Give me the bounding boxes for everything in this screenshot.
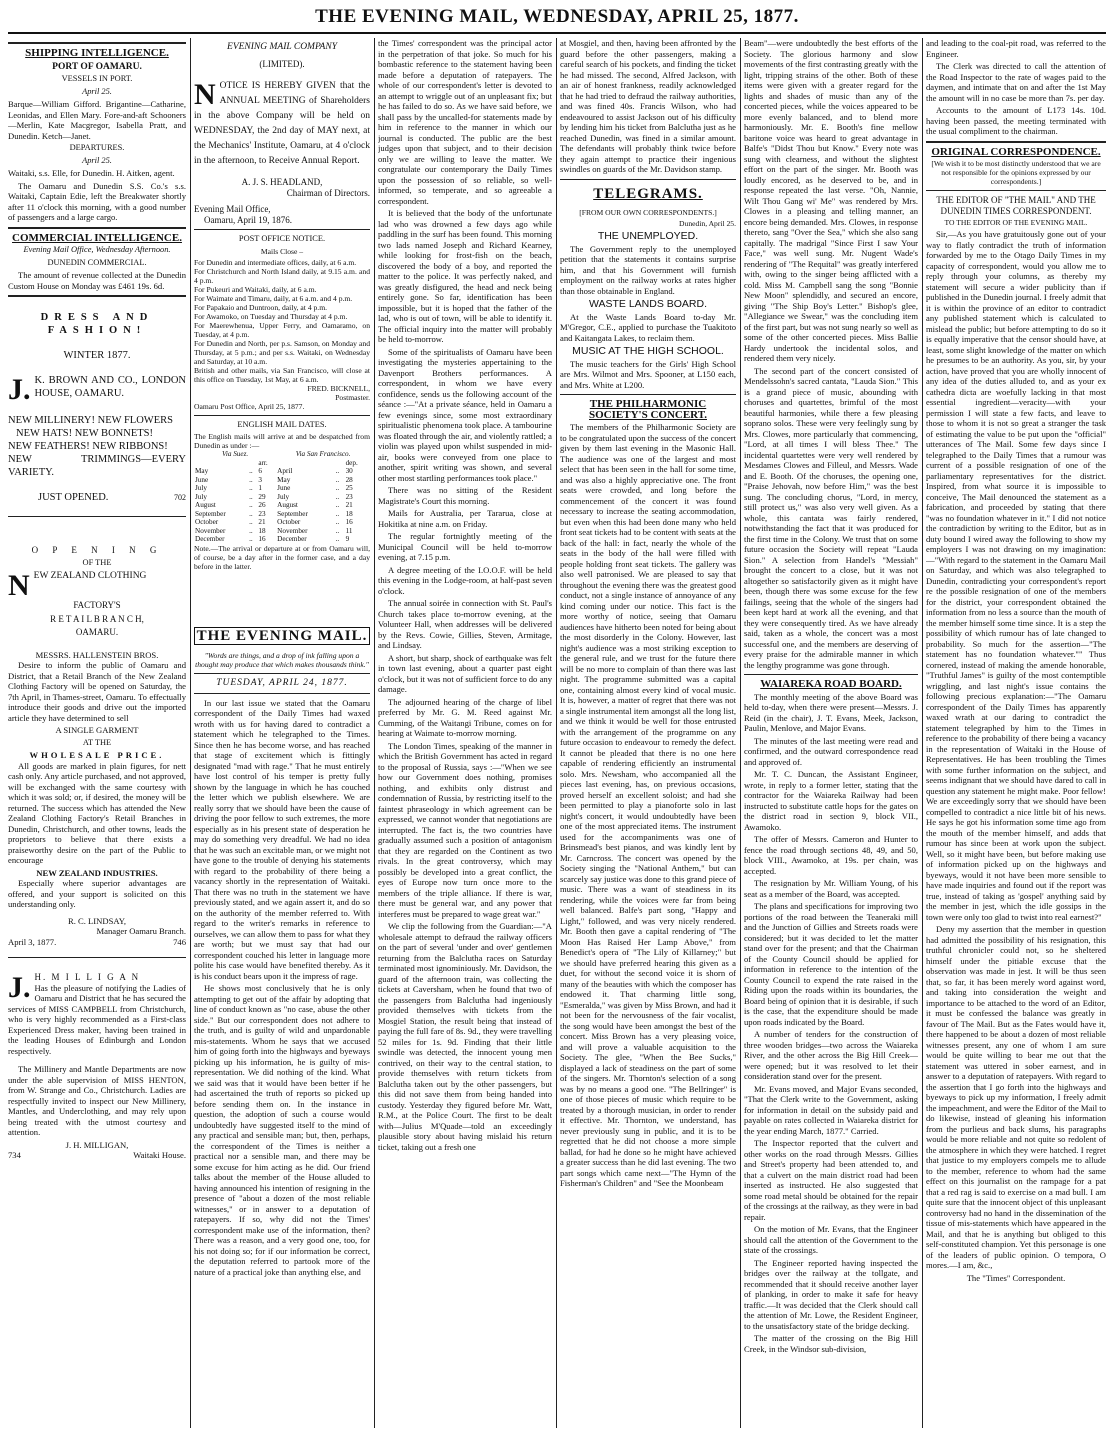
music-heading: MUSIC AT THE HIGH SCHOOL. xyxy=(572,345,724,357)
waste-lands-heading: WASTE LANDS BOARD. xyxy=(588,298,708,310)
masthead-rule xyxy=(8,32,1106,34)
table-cell: .. xyxy=(335,535,340,543)
waiareka-heading: WAIAREKA ROAD BOARD. xyxy=(760,678,902,690)
english-mail-heading: ENGLISH MAIL DATES. xyxy=(237,419,327,429)
column-3 xyxy=(378,38,552,1428)
news-para: the Times' correspondent was the principal actor in the perpetration of that joke. So much for his bombastic reference to the statement having been made before a deputation of ratepayers. The whole of our correspondent's letter is devoted to an attempt to wriggle out of an unpleasant fix; but he has failed to do so. As we have said before, we shall pass by the uncalled-for statements made by him in reference to the manner in which our journal is conducted. The public are the best judges upon that subject, and to their decision only we are willing to leave the matter. We congratulate our contemporary the Daily Times upon the possession of so reliable, so well-informed, so temperate, and so agreeable a correspondent. xyxy=(378,38,552,206)
table-cell: .. xyxy=(249,501,253,509)
table-cell: 18 xyxy=(345,509,353,518)
lindsay-name: R. C. LINDSAY, xyxy=(67,915,127,926)
table-cell: October xyxy=(195,518,219,526)
table-cell: June xyxy=(195,475,209,484)
dress-heading: DRESS AND FASHION! xyxy=(40,312,154,336)
table-cell: 25 xyxy=(345,484,353,492)
company-heading: EVENING MAIL COMPANY xyxy=(227,42,337,52)
table-cell: 11 xyxy=(345,526,353,535)
news-para: at Mosgiel, and then, having been affronted by the guard before the other passengers, making a careful search of his pockets, and finding the ticket he had missed. The second, Alfred Jackson, with an air of honest frankness, readily acknowledged that he had tried to defraud the railway authorities, and was fined 40s. Francis Wilson, who had endeavoured to assist Jackson out of his difficulty by lending him his ticket from Balclutha just as he reached Dunedin, was fined in a similar amount. The defendants will probably think twice before they again attempt to practice their ingenious swindles on guards of the Mr. Davidson stamp. xyxy=(560,38,736,174)
shipping-news: The Oamaru and Dunedin S.S. Co.'s s.s. Waitaki, Captain Edie, left the Breakwater shortly after 11 o'clock this morning, with a good number of passengers and a large cargo. xyxy=(8,180,186,222)
table-cell: .. xyxy=(335,518,340,526)
millinery-line: NEW MILLINERY! NEW FLOWERS xyxy=(8,415,173,426)
concert-para: Beam"—were undoubtedly the best efforts of the Society. The glorious harmony and slow movements of the first contrasting greatly with the light, tripping strains of the other. Both of these items were given with a greater regard for the lights and shades of music than any of the concerted pieces, while the voices appeared to be more evenly balanced, and to blend more harmoniously. Mr. E. Booth's fine mellow baritone voice was heard to great advantage in Balfe's "Didst Thou but Know." Every note was sung with clearness, and without the slightest effort on the part of the singer. Mr. Booth was loudly encored, as he deserved to be, and in response repeated the last verse. "Oh, Nannie, Wilt Thou Gang wi' Me" was rendered by Mrs. Clowes in a pleasing and telling manner, an encore being demanded. Mrs. Clowes, in response thereto, sang "Over the Sea," which she also sang capitally. The madrigal "Since First I saw Your Face," was well sung. Mr. Nugent Wade's rendering of "The Requital" was greatly interfered with, owing to the singer being afflicted with a cold. Miss M. Campbell sang the song "Bonnie New Moon" splendidly, and secured an encore, giving "The Ship Boy's Letter." Bishop's glee, "Allegiance we Swear," was the concluding item of the first part, but was not sung nearly so well as some of the other concerted pieces. Miss Ballie Hardy undertook the incidental solos, and rendered them very nicely. xyxy=(744,38,918,363)
table-cell: October xyxy=(277,518,301,526)
concert-para: The second part of the concert consisted of Mendelssohn's sacred cantata, "Lauda Sion." This is a grand piece of music, abounding with choruses and quartettes, brimful of the most beautiful harmonies, while there a few pleasing soprano solos. These were very feelingly sung by Mrs. Clowes, more particularly that commencing, "Lord, at all times I will bless Thee." The incidental quartettes were very well rendered by Mesdames Clowes and Filleul, and Messrs. Wade and E. Booth. Of the choruses, the opening one, "Praise Jehovah, now before Him," was the best sung. The concluding chorus, "Lord, in mercy, still protect us," was also very well given. As a whole, this cantata was fairly rendered, notwithstanding the fact that it was produced for the first time in the Colony. We trust that on some future occasion the Society will repeat "Lauda Sion." A selection from Handel's "Messiah" brought the concert to a close, but it was not altogether so satisfactorily given as it might have been, though there was some excuse for the few failings, seeing that the whole of the singers had been kept hard at work all the evening, and that they were consequently tired. As we have already said, taken as a whole, the concert was a most successful one, and the members are deserving of every praise for the admirable manner in which the lengthy programme was gone through. xyxy=(744,365,918,670)
news-para: The London Times, speaking of the manner in which the British Government has acted in regard to the proposal of Russia, says :—"When we see how our Government does nothing, promises nothing, and exhibits only distrust and condemnation of Russia, by restricting itself to the faintest phraseology in which agreement can be expressed, we cannot wonder that negotiations are interrupted. The fact is, the two countries have gradually assumed such a position of antagonism that they are regarded on the Continent as two rivals. In the great controversy, which may possibly be developed into a great conflict, the eyes of Europe now turn once more to the members of the triple alliance. If there is war, there must be general war, and any power that interferes must be prepared to wage great war." xyxy=(378,740,552,919)
table-cell: April xyxy=(277,467,293,475)
table-cell: 28 xyxy=(345,475,353,484)
table-cell: July xyxy=(195,492,207,501)
news-para: The adjourned hearing of the charge of libel preferred by Mr. G. M. Reed against Mr. Cumming, of the Waitangi Tribune, comes on for hearing at Waimate to-morrow morning. xyxy=(378,696,552,738)
brown-ad xyxy=(8,374,186,404)
shipping-heading: SHIPPING INTELLIGENCE. xyxy=(25,47,169,59)
column-5: Beam"—were undoubtedly the best efforts of the Society. The glorious harmony and slow movements of the first contrasting greatly with the light, tripping strains of the other. Both of these items were given with a greater regard for the lights and shades of music than any of the concerted pieces, while the voices appeared to be more evenly balanced, and to blend more harmoniously. Mr. E. Booth's fine mellow baritone voice was heard to great advantage in Balfe's "Didst Thou but Know." Every note was sung with clearness, and without the slightest effort on the part of the singer. Mr. Booth was loudly encored, as he deserved to be, and in response repeated the last verse. "Oh, Nannie, Wilt Thou Gang wi' Me" was rendered by Mrs. Clowes in a pleasing and telling manner, an encore being demanded. Mrs. Clowes, in response thereto, sang "Over the Sea," which she also sang capitally. The madrigal "Since First I saw Your Face," was well sung. Mr. Nugent Wade's rendering of "The Requital" was greatly interfered with, owing to the singer being afflicted with a cold. Miss M. Campbell sang the song "Bonnie New Moon" splendidly, and secured an encore, giving "The Ship Boy's Letter." Bishop's glee, "Allegiance we Swear," was the concluding item of the first part, but was not sung nearly so well as some of the other concerted pieces. Miss Ballie Hardy undertook the incidental solos, and rendered them very nicely. The second part of the concert consisted of Mendelssohn's sacred cantata, "Lauda Sion." This is a grand piece of music, abounding with choruses and quartettes, brimful of the most beautiful harmonies, while there a few pleasing soprano solos. These were very feelingly sung by Mrs. Clowes, more particularly that commencing, "Lord, at all times I will bless Thee." The incidental quartettes were very well rendered by Mesdames Clowes and Filleul, and Messrs. Wade and E. Booth. Of the choruses, the opening one, "Praise Jehovah, now before Him," was the best sung. The concluding chorus, "Lord, in mercy, still protect us," was also very well given. As a whole, this cantata was fairly rendered, notwithstanding the fact that it was produced for the first time in the Colony. We trust that on some future occasion the Society will repeat "Lauda Sion." A selection from Handel's "Messiah" brought the concert to a close, but it was not altogether so satisfactorily given as it might have been, though there was some excuse for the few failings, seeing that the whole of the singers had been kept hard at work all the evening, and that they were consequently tired. As we have already said, taken as a whole, the concert was a most successful one, and the members are deserving of every praise for the admirable manner in which the lengthy programme was gone through. WAIAREKA ROAD BOARD. The monthly meeting of the above Board was held to-day, when there were present—Messrs. J. Reid (in the chair), J. T. Evans, Meek, Jackson, Paulin, Menlove, and Major Evans. The minutes of the last meeting were read and confirmed, and the outward correspondence read and approved of. Mr. T. C. Duncan, the Assistant Engineer, wrote, in reply to a former letter, stating that the contractor for the Waiareka Railway had been instructed to substitute cattle hops for the gates on the district road in section 9, block VII., Awamoko. The offer of Messrs. Cameron and Hunter to fence the road through sections 48, 49, and 50, block VIII., Awamoko, at 19s. per chain, was accepted. The resignation by Mr. William Young, of his seat as a member of the Board, was accepted. The plans and specifications for improving two portions of the road between the Teaneraki mill and the Junction of Gillies and Streets roads were considered; but it was decided to let the matter stand over for the present; and that the Chairman of the County Council should be applied for information in reference to the intention of the County Council to expend the rate raised in the Riding upon the roads within its boundaries, the Board being of opinion that it is desirable, if such is the case, that the expenditure should be made upon roads indicated by the Board. A number of tenders for the construction of three wooden bridges—two across the Waiareka River, and the other across the Big Hill Creek—were opened; but it was resolved to let their consideration stand over for the present. Mr. Evans moved, and Major Evans seconded, "That the Clerk write to the Government, asking for information in detail on the subsidy paid and payable on rates collected in Waiareka district for the year ending March, 1877." Carried. The Inspector reported that the culvert and other works on the road through Messrs. Gillies and Street's property had been attended to, and that a culvert on the main district road had been inserted as instructed. He also suggested that some road metal should be obtained for the repair of the crossings at the railway, as they were in bad repair. On the motion of Mr. Evans, that the Engineer should call the attention of the Government to the state of the crossings. The Engineer reported having inspected the bridges over the railway at the tollgate, and recommended that it should receive another layer of planking, in order to make it safe for heavy traffic.—It was decided that the Clerk should call the attention of Mr. Lowe, the Resident Engineer, to the unsatisfactory state of the bridge decking. The matter of the crossing on the Big Hill Creek, in the Windsor sub-division, xyxy=(744,38,918,1354)
millinery-line: NEW TRIMMINGS—EVERY VARIETY. xyxy=(8,454,186,478)
table-cell: 21 xyxy=(258,518,266,526)
news-para: Mails for Australia, per Tararua, close at Hokitika at nine a.m. on Friday. xyxy=(378,508,552,529)
milligan-text-2: The Millinery and Mantle Departments are now under the able supervision of MISS HENTON, from W. Strange and Co., Christchurch. Ladies are respectfully invited to inspect our New Millinery, Mantles, and Underclothing, and may rely upon being treated with the utmost courtesy and attention. xyxy=(8,1064,186,1137)
philharmonic-para: The members of the Philharmonic Society are to be congratulated upon the success of the concert given by them last evening in the Masonic Hall. The audience was one of the largest and most select that has been seen in the hall for some time, and was also a highly appreciative one. The front seats were crowded, and long before the commencement of the concert it was found necessary to increase the seating accommodation, but even when this had been done many who held front seat tickets had to be content with seats at the back of the hall: in fact, nearly the whole of the seats in the body of the hall were filled with people holding front seat tickets. The gallery was also well patronised. We are pleased to say that throughout the evening there was the greatest good conduct, not a single instance of annoyance of any kind coming under our notice. This fact is the more worthy of notice, seeing that Oamaru audiences have hitherto been noted for being about the most disorderly in the Colony. However, last night's audience was a most striking exception to the general rule, and we trust for the future there will be no more to complain of than there was last night. The programme submitted was a capital one, containing almost every kind of vocal music. It is, however, a matter of regret that there was not a single instrumental item amongst all the long list, and we think it would be well for those entrusted with the arrangement of the programme on any future occasion to endeavour to remedy the defect. It cannot be pleaded that there is no one here capable of rendering efficiently an instrumental solo. Mrs. Newsham, who accompanied all the pieces last evening, has, on previous occasions, proved herself an excellent soloist; and had she been permitted to play a pianoforte solo in last night's concert, it would undoubtedly have been one of the most appreciated items. The instrument used for the accompaniments was one of Brinsmead's best pianos, and was kindly lent by Mr. Carncross. The concert was opened by the Society singing the "National Anthem," but can scarcely say justice was done to this grand piece of music. There was a want of steadiness in its rendering, while the voices were far from being well balanced. Balfe's part song, "Happy and Light," followed, and was very nicely rendered. Mr. Booth then gave a capital rendering of "The Moon Has Raised Her Lamp Above," from Benedict's opera of "The Lily of Killarney;" but we should have preferred hearing this given as a duet, for without the second voice it is shorn of many of the beauties with which the composer has endowed it. That charming little song, "Esmeralda," was given by Miss Brown, and had it not been for the nervousness of the fair vocalist, the song would have been amongst the best of the concert. Miss Brown has a very pleasing voice, and will prove a valuable acquisition to the Society. The glee, "When the Bee Sucks," displayed a lack of steadiness on the part of some of the singers. Mr. Thornton's selection of a song was by no means a good one. "The Bellringer" is one of those pieces of music which require to be treated by a thorough musician, in order to render it effective. Mr. Thornton, we understand, has never previously sung in public, and it is to be regretted that he did not choose a more simple ballad, for had he done so he might have achieved a greater success than he did last evening. The two part songs which came next—"The Hymn of the Fisherman's Children" and "See the Moonbeam xyxy=(560,422,736,1188)
table-cell: May xyxy=(195,467,209,475)
table-cell: 3 xyxy=(258,475,262,484)
departures-heading: DEPARTURES. xyxy=(69,143,125,152)
column-6: and leading to the coal-pit road, was referred to the Engineer. The Clerk was directed to call the attention of the Road Inspector to the rate of wages paid to the daymen, and intimate that on and after the 1st May the amount will in no case be more than 7s. per day. Accounts to the amount of L173 14s. 10d. having been passed, the meeting terminated with the usual compliment to the chairman. ORIGINAL CORRESPONDENCE. [We wish it to be most distinctly understood that we are not responsible for the opinions expressed by our correspondents.] THE EDITOR OF "THE MAIL" AND THE DUNEDIN TIMES CORRESPONDENT. TO THE EDITOR OF THE EVENING MAIL. Sir,—As you have gratuitously gone out of your way to flatly contradict the truth of information forwarded by me to the Otago Daily Times in my capacity of correspondent, would you allow me to reply through your columns, as thereby my statement will secure a wider publicity than if published in the Dunedin journal. I freely admit that it is within the province of an editor to contradict any published statement which is calculated to mislead the public; but before attempting to do so it is equally imperative that the censor should have, at least, some slight knowledge of the matter on which he presumes to be an authority. As you, sir, by your action, have proved that you are wholly innocent of any idea of the duties alluded to, and as your ex cathedra dicta are woefully lacking in that most essential ingredient—veracity—with your permission I will state a few facts, and leave to those to whom it is not so great a stranger the task of estimating the value to be put upon the "official" utterances of The Mail. Some few days since I telegraphed to the Daily Times that a rumour was current of a possible resignation of one of the parliamentary representatives for the district. Inspired, from what source it is impossible to conceive, The Mail denounced the statement as a fabrication, and proceeded by stating that there "was no foundation whatever in it." I did not notice the contradiction by writing to the Editor, but as in duty bound I wired away the following to show my employers I was not drawing on my imagination:—"With regard to the statement in the Oamaru Mail on Saturday, and which was also telegraphed to Dunedin, contradicting your correspondent's report re the possible resignation of one of the members for the district, your correspondent obtained the information from no less a source than the mouth of the member himself some time since. It is a step the possibility of which rumour has of late changed to probability. So much for the assertion—"The statement has no foundation whatever."" Thus cornered, instead of making the amende honorable, "Truthful James" is guilty of the most contemptible wriggling, and last night's issue contains the following precious explanation:—"The Oamaru correspondent of the Daily Times has apparently waxed wrath at our daring to contradict the statement telegraphed by him to the Times in reference to the probability of there being a vacancy in the representation of Waitaki in the House of Representatives. He has been troubling the Times with some further information on the subject, and seems indignant that we should have dared to call in question any statement he might make. Poor fellow! We are exceedingly sorry that we should have been compelled to contradict a nice little bit of his news. He says he got his information some time ago from the mouth of the member himself, and adds that rumour has since been at work upon the subject. Well, so it might have been, but before making use of information picked up on the highways and byeways, would it not have been more sensible to have made inquiries and found out if the report was true, instead of taking as 'gospel' anything said by the member in jest, which the idle gossips in the town were only too glad to twist into real earnest?" Deny my assertion that the member in question had admitted the possibility of his resignation, this truthful chronicler could not, so he sheltered himself under the pitiable excuse that the observation was made in jest. It will be thus seen that, so far, it has been merely word against word, and taking into consideration the weight and importance to be attached to the word of an Editor, it must be confessed the balance was greatly in favour of The Mail. But as the Fates would have it, there happened to be about a dozen of most reliable witnesses present, any one of whom I am sure would be quite willing to bear me out that the statement was uttered in sober earnest, and in answer to a deputation of ratepayers. With regard to the assertion that I go forth into the highways and byeways to pick up my information, I freely admit the impeachment, and were the Editor of the Mail to do likewise, instead of gleaning his information from the purlieus and back slums, his paragraphs would be more reliable and not quite so redolent of the atmosphere in which they were hatched. I regret that justice to my employers compels me to allude to the member, reference to whom had the same effect on this journalist on the rampage for a pat that a red rag is said to exercise on a mad bull. I am quite sure that the innocent object of this unpleasant controversy had no hand in the dissemination of the tissue of mis-statements which have appeared in the Mail, and that he is anything but obliged to this self-constituted champion. Yet this personage is one of the leaders of public opinion. O tempora, O mores.—I am, &c., The "Times" Correspondent. xyxy=(926,38,1106,1283)
news-para: It is believed that the body of the unfortunate lad who was drowned a few days ago while paddling in the surf has been found. This morning two lads named Joseph and Richard Kearney, while looking for frost-fish on the beach, discovered the body of a boy, and reported the matter to the police. It was perfectly naked, and was greatly disfigured, the head and neck being entirely gone. So far, identification has been impossible, but it is hoped that the father of the lad, who is out of town, will be able to identify it. The official inquiry into the matter will probably be held to-morrow. xyxy=(378,208,552,344)
news-para: The annual soirée in connection with St. Paul's Church takes place to-morrow evening, at the Volunteer Hall, when addresses will be delivered by the Revs. Cowie, Gillies, Steven, Armitage, and Lindsay. xyxy=(378,598,552,650)
date-line: April 25. xyxy=(82,155,112,165)
news-para: Some of the spiritualists of Oamaru have been investigating the mysteries appertaining to the Davenport Brothers performances. A correspondent, in whom we have every confidence, sends us the following account of the séance :—"At a private séance, held in Oamaru a few evenings since, some most extraordinary spiritualistic phenomena took place. A tambourine was floated through the air, and violently rattled; a violin was played upon whilst suspended in mid-air, books were conveyed from one place to another, spirit writing was shown, and several other most startling performances took place." xyxy=(378,346,552,483)
column-divider xyxy=(374,38,375,1428)
table-cell: November xyxy=(195,526,226,535)
table-cell: November xyxy=(277,526,308,535)
dropcap-j: J. xyxy=(8,374,31,404)
column-divider xyxy=(190,38,191,1428)
post-office-heading: POST OFFICE NOTICE. xyxy=(238,234,326,243)
milligan-ad: J. H. M I L L I G A N Has the pleasure of notifying the Ladies of Oamaru and District that he has secured the services of MISS CAMPBELL from Christchurch, who is very highly recommended as a First-class Experienced Dress maker, having been trained in the leading Houses of Edinburgh and London respectively. xyxy=(8,972,186,1056)
table-cell: .. xyxy=(335,492,340,501)
evening-mail-title: THE EVENING MAIL. xyxy=(194,627,370,646)
table-header: Via Suez. Via San Francisco. xyxy=(221,450,351,458)
table-cell: .. xyxy=(249,467,253,475)
brown-name: K. BROWN AND CO., LONDON HOUSE, OAMARU. xyxy=(34,375,186,399)
nz-clothing-heading: N EW ZEALAND CLOTHING xyxy=(8,570,147,600)
letter-para: Deny my assertion that the member in question had admitted the possibility of his resignation, this truthful chronicler could not, so he sheltered himself under the pitiable excuse that the observation was made in jest. It will be thus seen that, so far, it has been merely word against word, and taking into consideration the weight and importance to be attached to the word of an Editor, it must be confessed the balance was greatly in favour of The Mail. But as the Fates would have it, there happened to be about a dozen of most reliable witnesses present, any one of whom I am sure would be quite willing to bear me out that the statement was uttered in sober earnest, and in answer to a deputation of ratepayers. With regard to the assertion that I go forth into the highways and byeways to pick up my information, I freely admit the impeachment, and were the Editor of the Mail to do likewise, instead of gleaning his information from the purlieus and back slums, his paragraphs would be more reliable and not quite so redolent of the atmosphere in which they were hatched. I regret that justice to my employers compels me to allude to the member, reference to whom had the same effect on this journalist on the rampage for a pat that a red rag is said to exercise on a mad bull. I am quite sure that the innocent object of this unpleasant controversy had no hand in the dissemination of the tissue of mis-statements which have appeared in the Mail, and that he is anything but obliged to this self-constituted champion. Yet this personage is one of the leaders of public opinion. O tempora, O mores.—I am, &c., xyxy=(926,924,1106,1270)
table-cell: 29 xyxy=(258,492,266,501)
millinery-line: NEW FEATHERS! NEW RIBBONS! xyxy=(8,441,168,452)
letter-para: Sir,—As you have gratuitously gone out of your way to flatly contradict the truth of information forwarded by me to the Otago Daily Times in my capacity of correspondent, would you allow me to reply through your columns, as thereby my statement will secure a wider publicity than if published in the Dunedin journal. I freely admit that it is within the province of an editor to contradict any published statement which is calculated to mislead the public; but before attempting to do so it is equally imperative that the censor should have, at least, some slight knowledge of the matter on which he presumes to be an authority. As you, sir, by your action, have proved that you are wholly innocent of any idea of the duties alluded to, and as your ex cathedra dicta are woefully lacking in that most essential ingredient—veracity—with your permission I will state a few facts, and leave to those to whom it is not so great a stranger the task of estimating the value to be put upon the "official" utterances of The Mail. Some few days since I telegraphed to the Daily Times that a rumour was current of a possible resignation of one of the parliamentary representatives for the district. Inspired, from what source it is impossible to conceive, The Mail denounced the statement as a fabrication, and proceeded by stating that there "was no foundation whatever in it." I did not notice the contradiction by writing to the Editor, but as in duty bound I wired away the following to show my employers I was not drawing on my imagination:—"With regard to the statement in the Oamaru Mail on Saturday, and which was also telegraphed to Dunedin, contradicting your correspondent's report re the possible resignation of one of the members for the district, your correspondent obtained the information from no less a source than the mouth of the member himself some time since. It is a step the possibility of which rumour has of late changed to probability. So much for the assertion—"The statement has no foundation whatever."" Thus cornered, instead of making the amende honorable, "Truthful James" is guilty of the most contemptible wriggling, and last night's issue contains the following precious explanation:—"The Oamaru correspondent of the Daily Times has apparently waxed wrath at our daring to contradict the statement telegraphed by him to the Times in reference to the probability of there being a vacancy in the representation of Waitaki in the House of Representatives. He has been troubling the Times with some further information on the subject, and seems indignant that we should have dared to call in question any statement he might make. Poor fellow! We are exceedingly sorry that we should have been compelled to contradict a nice little bit of his news. He says he got his information some time ago from the mouth of the member himself, and adds that rumour has since been at work upon the subject. Well, so it might have been, but before making use of information picked up on the highways and byeways, would it not have been more sensible to have made inquiries and found out if the report was true, instead of taking as 'gospel' anything said by the member in jest, which the idle gossips in the town were only too glad to twist into real earnest?" xyxy=(926,229,1106,922)
table-cell: 23 xyxy=(345,492,353,501)
table-cell: 23 xyxy=(258,509,266,518)
opening-heading: O P E N I N G xyxy=(31,545,163,555)
table-cell: .. xyxy=(249,526,253,535)
table-cell: .. xyxy=(249,484,253,492)
table-cell: .. xyxy=(335,484,340,492)
table-cell: .. xyxy=(249,535,253,543)
philharmonic-heading: THE PHILHARMONIC SOCIETY'S CONCERT. xyxy=(589,398,707,421)
table-cell: .. xyxy=(335,509,340,518)
table-cell: .. xyxy=(249,518,253,526)
of-the: OF THE xyxy=(82,557,112,567)
table-cell: .. xyxy=(249,492,253,501)
table-cell: 9 xyxy=(345,535,350,543)
winter-heading: WINTER 1877. xyxy=(63,350,131,361)
table-cell: 16 xyxy=(345,518,353,526)
just-opened-label: JUST OPENED. xyxy=(38,492,109,503)
table-cell: 30 xyxy=(345,467,353,475)
table-cell: August xyxy=(195,501,216,509)
table-cell: August xyxy=(277,501,298,509)
news-para: A short, but sharp, shock of earthquake was felt in town last evening, about a quarter past eight o'clock, but it was not of sufficient force to do any damage. xyxy=(378,652,552,694)
table-row xyxy=(194,476,370,485)
table-cell: June xyxy=(277,484,291,492)
vessels-text: Barque—William Gifford. Brigantine—Catharine, Leonidas, and Ellen Mary. Fore-and-aft Schooners—Merlin, Kate Macgregor, Isabella Pratt, and Dunedin. Ketch—Janet. xyxy=(8,99,186,141)
news-para: A degree meeting of the I.O.O.F. will be held this evening in the Lodge-room, at half-past seven o'clock. xyxy=(378,564,552,596)
column-divider xyxy=(922,38,923,1428)
table-cell: 18 xyxy=(258,526,266,535)
table-cell: December xyxy=(277,535,307,543)
leader-para: He shows most conclusively that he is only attempting to get out of the affair by adopting that line of conduct known as "no case, abuse the other side." But our correspondent does not adhere to the truth, and is guilty of wild and unpardonable mis-statements. Whom he says that we accused him of going forth into the highways and byeways picking up his information, he is guilty of mis-representation. We did nothing of the kind. What we said was that it would have been better if he had ascertained the truth of reports so picked up before sending them on. In the instance in question, the adoption of such a course would undoubtedly have suggested itself to the mind of any practical and sensible man; but, then, perhaps, the correspondent of the Times is neither a practical nor a sensible man, and there may be some excuse for him acting as he did. Our friend talks about the member of the House alluded to having announced his intention of resigning in the presence of "about a dozen of the most reliable witnesses," or in answer to a deputation of ratepayers. If so, why did not the Times' correspondent make use of the information, then? There was a reason, and a very good one, too, for his not doing so; for if our information be correct, the deputation referred to partook more of the nature of a practical joke than anything else, and xyxy=(194,983,370,1277)
commercial-heading: COMMERCIAL INTELLIGENCE. xyxy=(12,231,182,244)
table-cell: July xyxy=(277,492,290,501)
column-2: EVENING MAIL COMPANY (LIMITED). N OTICE IS HEREBY GIVEN that the ANNUAL MEETING of Shareholders in the above Company will be held on WEDNESDAY, the 2nd day of MAY next, at the Mechanics' Institute, Oamaru, at 4 o'clock in the afternoon, to Receive Annual Report. A. J. S. HEADLAND, Chairman of Directors. Evening Mail Office, Oamaru, April 19, 1876. POST OFFICE NOTICE. Mails Close – For Dunedin and intermediate offices, daily, at 6 a.m. For Christchurch and North Island daily, at 9.15 a.m. and 4 p.m. For Pukeuri and Waitaki, daily, at 6 a.m. For Waimate and Timaru, daily, at 6 a.m. and 4 p.m. For Papakaio and Duntroon, daily, at 4 p.m. For Awamoko, on Tuesday and Thursday at 4 p.m. For Maerewhenua, Upper Ferry, and Oamaramo, on Tuesday, at 4 p.m. For Dunedin and North, per p.s. Samson, on Monday and Thursday, at 5 p.m.; and per s.s. Waitaki, on Wednesday and Saturday, at 10 a.m. British and other mails, via San Francisco, will close at this office on Tuesday, 1st May, at 6 a.m. FRED. BICKNELL, Postmaster. Oamaru Post Office, April 25, 1877. ENGLISH MAIL DATES. The English mails will arrive at and be despatched from Dunedin as under :— Via Suez. Via San Francisco. arr. dep. May .. 6 April .. 30 June .. 3 May .. 28 July .. 1 June .. 25 July .. 29 July .. 23 August .. 26 August .. 21 September .. 23 September .. 18 October .. 21 October .. 16 November .. 18 November .. 11 December .. 16 December .. 9 Note.—The arrival or departure at or from Oamaru will, of course, be a day after in the former case, and a day before in the latter. THE EVENING MAIL. "Words are things, and a drop of ink falling upon a thought may produce that which makes thousands think." TUESDAY, APRIL 24, 1877. In our last issue we stated that the Oamaru correspondent of the Daily Times had waxed wroth with us for having dared to contradict a statement which he telegraphed to the Times. Since then he has become worse, and has reached that stage of excitement which is fittingly designated "mad with rage." That he must entirely have lost control of his temper is pretty fully shown by the language in which he has couched the letter which we publish elsewhere. We are really sorry that we should have been the cause of driving the poor fellow to such extremes, the more especially as in his present state of desperation he may do something very dreadful. We had no idea that he was such an excitable man, or we might not have gone to the trouble of denying his statements with regard to the probability of there being a vacancy shortly in the representation of Waitaki. That there was no truth in the statement we have previously stated, and we again assert it, and do so on the authority of the member referred to. With regard to the writer's remarks in reference to ourselves, we can allow them to pass for what they are worth; but we must say that had our correspondent couched his letter in language more polite his case would have benefited thereby. As it is his conduct bears upon it the impress of rage. He shows most conclusively that he is only attempting to get out of the affair by adopting that line of conduct known as "no case, abuse the other side." But our correspondent does not adhere to the truth, and is guilty of wild and unpardonable mis-statements. Whom he says that we accused him of going forth into the highways and byeways picking up his information, he is guilty of mis-representation. We did nothing of the kind. What we said was that it would have been better if he had ascertained the truth of reports so picked up before sending them on. In the instance in question, the adoption of such a course would undoubtedly have suggested itself to the mind of any practical and sensible man; but, then, perhaps, the correspondent of the Times is neither a practical nor a sensible man, and there may be some excuse for him acting as he did. Our friend talks about the member of the House alluded to having announced his intention of resigning in the presence of "about a dozen of the most reliable witnesses," or in answer to a deputation of ratepayers. If so, why did not the Times' correspondent make use of the information, then? There was a reason, and a very good one, too, for his not doing so; for if our information be correct, the deputation referred to partook more of the nature of a practical joke than anything else, and xyxy=(194,42,370,1277)
table-cell: .. xyxy=(335,467,340,475)
millinery-line: NEW HATS! NEW BONNETS! xyxy=(16,428,153,439)
dropcap-n: N xyxy=(8,570,30,600)
news-para: There was no sitting of the Resident Magistrate's Court this morning. xyxy=(378,485,552,506)
table-cell: July xyxy=(195,484,207,492)
leader-para: In our last issue we stated that the Oamaru correspondent of the Daily Times had waxed wroth with us for having dared to contradict a statement which he telegraphed to the Times. Since then he has become worse, and has reached that stage of excitement which is fittingly designated "mad with rage." That he must entirely have lost control of his temper is pretty fully shown by the language in which he has couched the letter which we publish elsewhere. We are really sorry that we should have been the cause of driving the poor fellow to such extremes, the more especially as in his present state of desperation he may do something very dreadful. We had no idea that he was such an excitable man, or we might not have gone to the trouble of denying his statements with regard to the probability of there being a vacancy shortly in the representation of Waitaki. That there was no truth in the statement we have previously stated, and we again assert it, and do so on the authority of the member referred to. With regard to the writer's remarks in reference to ourselves, we can allow them to pass for what they are worth; but we must say that had our correspondent couched his letter in language more polite his case would have benefited thereby. As it is his conduct bears upon it the impress of rage. xyxy=(194,697,370,981)
date-line: April 25. xyxy=(82,86,112,96)
column-4: at Mosgiel, and then, having been affronted by the guard before the other passengers, making a careful search of his pockets, and finding the ticket he had missed. The second, Alfred Jackson, with an air of honest frankness, readily acknowledged that he had tried to defraud the railway authorities, and was fined 40s. Francis Wilson, who had endeavoured to assist Jackson out of his difficulty by lending him his ticket from Balclutha just as he reached Dunedin, was fined in a similar amount. The defendants will probably think twice before they again attempt to practice their ingenious swindles on guards of the Mr. Davidson stamp. TELEGRAMS. [FROM OUR OWN CORRESPONDENTS.] Dunedin, April 25. THE UNEMPLOYED. The Government reply to the unemployed petition that the statements it contains surprise him, and that his Government will furnish employment on the railway works at rates higher than those obtainable in England. WASTE LANDS BOARD. At the Waste Lands Board to-day Mr. M'Gregor, C.E., applied to purchase the Tuakitoto and Kaitangata Lakes, to reclaim them. MUSIC AT THE HIGH SCHOOL. The music teachers for the Girls' High School are Mrs. Wilmot and Mrs. Spooner, at L150 each, and Mrs. White at L200. THE PHILHARMONIC SOCIETY'S CONCERT. The members of the Philharmonic Society are to be congratulated upon the success of the concert given by them last evening in the Masonic Hall. The audience was one of the largest and most select that has been seen in the hall for some time, and was also a highly appreciative one. The front seats were crowded, and long before the commencement of the concert it was found necessary to increase the seating accommodation, but even when this had been done many who held front seat tickets had to be content with seats at the back of the hall: in fact, nearly the whole of the seats in the body of the hall were filled with people holding front seat tickets. The gallery was also well patronised. We are pleased to say that throughout the evening there was the greatest good conduct, not a single instance of annoyance of any kind coming under our notice. This fact is the more worthy of notice, seeing that Oamaru audiences have hitherto been noted for being about the most disorderly in the Colony. However, last night's audience was a most striking exception to the general rule, and we trust for the future there will be no more to complain of than there was last night. The programme submitted was a capital one, containing almost every kind of vocal music. It is, however, a matter of regret that there was not a single instrumental item amongst all the long list, and we think it would be well for those entrusted with the arrangement of the programme on any future occasion to endeavour to remedy the defect. It cannot be pleaded that there is no one here capable of rendering efficiently an instrumental solo. Mrs. Newsham, who accompanied all the pieces last evening, has, on previous occasions, proved herself an excellent soloist; and had she been permitted to play a pianoforte solo in last night's concert, it would undoubtedly have been one of the most appreciated items. The instrument used for the accompaniments was one of Brinsmead's best pianos, and was kindly lent by Mr. Carncross. The concert was opened by the Society singing the "National Anthem," but can scarcely say justice was done to this grand piece of music. There was a want of steadiness in its rendering, while the voices were far from being well balanced. Balfe's part song, "Happy and Light," followed, and was very nicely rendered. Mr. Booth then gave a capital rendering of "The Moon Has Raised Her Lamp Above," from Benedict's opera of "The Lily of Killarney;" but we should have preferred hearing this given as a duet, for without the second voice it is shorn of many of the beauties with which the composer has endowed it. That charming little song, "Esmeralda," was given by Miss Brown, and had it not been for the nervousness of the fair vocalist, the song would have been amongst the best of the concert. Miss Brown has a very pleasing voice, and will prove a valuable acquisition to the Society. The glee, "When the Bee Sucks," displayed a lack of steadiness on the part of some of the singers. Mr. Thornton's selection of a song was by no means a good one. "The Bellringer" is one of those pieces of music which require to be treated by a thorough musician, in order to render it effective. Mr. Thornton, we understand, has never previously sung in public, and it is to be regretted that he did not choose a more simple ballad, for had he done so he might have achieved a greater success than he did last evening. The two part songs which came next—"The Hymn of the Fisherman's Children" and "See the Moonbeam xyxy=(560,38,736,1188)
news-para: The regular fortnightly meeting of the Municipal Council will be held to-morrow evening, at 7.15 p.m. xyxy=(378,531,552,562)
table-row xyxy=(194,535,370,544)
table-row xyxy=(194,467,370,476)
annual-meeting-notice: N OTICE IS HEREBY GIVEN that the ANNUAL MEETING of Shareholders in the above Company will be held on WEDNESDAY, the 2nd day of MAY next, at the Mechanics' Institute, Oamaru, at 4 o'clock in the afternoon, to Receive Annual Report. xyxy=(194,79,370,166)
table-cell: 16 xyxy=(258,535,266,543)
dropcap-n: N xyxy=(194,79,216,111)
table-row xyxy=(194,484,370,493)
table-row xyxy=(194,518,370,527)
table-row xyxy=(194,527,370,536)
table-row xyxy=(194,510,370,519)
column-1: SHIPPING INTELLIGENCE. PORT OF OAMARU. VESSELS IN PORT. April 25. Barque—William Gifford. Brigantine—Catharine, Leonidas, and Ellen Mary. Fore-and-aft Schooners—Merlin, Kate Macgregor, Isabella Pratt, and Dunedin. Ketch—Janet. DEPARTURES. April 25. Waitaki, s.s. Elle, for Dunedin. H. Aitken, agent. The Oamaru and Dunedin S.S. Co.'s s.s. Waitaki, Captain Edie, left the Breakwater shortly after 11 o'clock this morning, with a good number of passengers and a large cargo. COMMERCIAL INTELLIGENCE. Evening Mail Office, Wednesday Afternoon. DUNEDIN COMMERCIAL. The amount of revenue collected at the Dunedin Custom House on Monday was £461 19s. 6d. DRESS AND FASHION! WINTER 1877. J. K. BROWN AND CO., LONDON HOUSE, OAMARU. NEW MILLINERY! NEW FLOWERS NEW HATS! NEW BONNETS! NEW FEATHERS! NEW RIBBONS! NEW TRIMMINGS—EVERY VARIETY. JUST OPENED. 702 O P E N I N G OF THE N EW ZEALAND CLOTHING FACTORY'S R E T A I L B R A N C H, OAMARU. MESSRS. HALLENSTEIN BROS. Desire to inform the public of Oamaru and District, that a Retail Branch of the New Zealand Clothing Factory will be opened on Saturday, the 7th April, in Thames-street, Oamaru. To effectually introduce their goods and drive out the imported article they have determined to sell A SINGLE GARMENT AT THE WHOLESALE PRICE. All goods are marked in plain figures, for nett cash only. Any article purchased, and not approved, will be exchanged with the same courtesy with which it was sold; or, if desired, the money will be returned. The success which has attended the New Zealand Clothing Factory's Retail Branches in Dunedin, Christchurch, and other towns, leads the proprietors to believe that there exists a praiseworthy desire on the part of the Public to encourage NEW ZEALAND INDUSTRIES. Especially where superior advantages are offered, and your support is solicited on this understanding only. R. C. LINDSAY, Manager Oamaru Branch. April 3, 1877. 746 J. H. M I L L I G A N Has the pleasure of notifying the Ladies of Oamaru and District that he has secured the services of MISS CAMPBELL from Christchurch, who is very highly recommended as a First-class Experienced Dress maker, having been trained in the leading Houses of Edinburgh and London respectively. The Millinery and Mantle Departments are now under the able supervision of MISS HENTON, from W. Strange and Co., Christchurch. Ladies are respectfully invited to inspect our New Millinery, Mantles, and Underclothing, and may rely upon being treated with the utmost courtesy and attention. J. H. MILLIGAN, 734 Waitaki House. xyxy=(8,38,186,1428)
just-opened xyxy=(8,491,186,504)
column-divider xyxy=(556,38,557,1428)
table-cell: .. xyxy=(335,501,340,509)
table-cell: 26 xyxy=(258,501,266,509)
hallenstein-text-2: All goods are marked in plain figures, for nett cash only. Any article purchased, and not approved, will be exchanged with the same courtesy with which it was sold; or, if desired, the money will be returned. The success which has attended the New Zealand Clothing Factory's Retail Branches in Dunedin, Christchurch, and other towns, leads the proprietors to believe that there exists a praiseworthy desire on the part of the Public to encourage xyxy=(8,760,186,865)
commercial-text: The amount of revenue collected at the Dunedin Custom House on Monday was £461 19s. 6d. xyxy=(8,270,186,291)
vessels-heading: VESSELS IN PORT. xyxy=(61,74,133,83)
table-cell: .. xyxy=(335,475,340,484)
table-cell: .. xyxy=(335,526,340,535)
table-row xyxy=(194,493,370,502)
masthead: THE EVENING MAIL, WEDNESDAY, APRIL 25, 1877. xyxy=(315,6,799,27)
table-row xyxy=(194,501,370,510)
letter-heading: THE EDITOR OF "THE MAIL" AND THE DUNEDIN TIMES CORRESPONDENT. xyxy=(936,195,1096,216)
original-correspondence-heading: ORIGINAL CORRESPONDENCE. xyxy=(931,145,1101,158)
commercial-place: DUNEDIN COMMERCIAL. xyxy=(47,257,147,267)
post-office-list: For Dunedin and intermediate offices, daily, at 6 a.m. For Christchurch and North Island daily, at 9.15 a.m. and 4 p.m. For Pukeuri and Waitaki, daily, at 6 a.m. For Waimate and Timaru, daily, at 6 a.m. and 4 p.m. For Papakaio and Duntroon, daily, at 4 p.m. For Awamoko, on Tuesday and Thursday at 4 p.m. For Maerewhenua, Upper Ferry, and Oamaramo, on Tuesday, at 4 p.m. For Dunedin and North, per p.s. Samson, on Monday and Thursday, at 5 p.m.; and per s.s. Waitaki, on Wednesday and Saturday, at 10 a.m. British and other mails, via San Francisco, will close at this office on Tuesday, 1st May, at 6 a.m. xyxy=(194,257,370,384)
hallenstein-text-3: Especially where superior advantages are offered, and your support is solicited on this understanding only. xyxy=(8,878,186,909)
table-cell: 6 xyxy=(258,467,262,475)
telegrams-heading: TELEGRAMS. xyxy=(593,185,703,202)
table-cell: .. xyxy=(249,509,253,518)
table-cell: December xyxy=(195,535,225,543)
table-cell: .. xyxy=(249,475,253,484)
table-cell: 21 xyxy=(345,501,353,509)
table-cell: September xyxy=(277,509,308,518)
hallenstein-text: Desire to inform the public of Oamaru and District, that a Retail Branch of the New Zealand Clothing Factory will be opened on Saturday, the 7th April, in Thames-street, Oamaru. To effectually introduce their goods and drive out the imported article they have determined to sell xyxy=(8,660,186,723)
departures-text: Waitaki, s.s. Elle, for Dunedin. H. Aitken, agent. xyxy=(8,168,175,178)
millinery-list xyxy=(8,414,186,479)
news-para: We clip the following from the Guardian:—"A wholesale attempt to defraud the railway officers on the part of several 'under and over' gentlemen returning from the Balclutha races on Saturday terminated most ignominiously. Mr. Davidson, the guard of the afternoon train, was collecting the tickets at Caversham, when he found that two of the passengers from Balclutha had ingeniously provided themselves with tickets from the Mosgiel Station, the result being that instead of paying the full fare of 8s. 9d., they were travelling 52 miles for 1s. 9d. Finding that their little swindle was detected, the innocent young men contrived, on their way to the central station, to provide themselves with return tickets from Balclutha taken out by the other passengers, but this did not save them from being handed into custody. Yesterday they figured before Mr. Watt, R.M., at the Police Court. The first to be dealt with—Julius M'Quade—told an exceedingly plausible story about having mislaid his return ticket, taking out a fresh one xyxy=(378,921,552,1152)
table-cell: May xyxy=(277,475,291,484)
ad-number: 702 xyxy=(174,493,186,502)
leader-date: TUESDAY, APRIL 24, 1877. xyxy=(216,678,348,688)
letter-signature: The "Times" Correspondent. xyxy=(966,1272,1066,1283)
milligan-text: Has the pleasure of notifying the Ladies of Oamaru and District that he has secured the services of MISS CAMPBELL from Christchurch, who is very highly recommended as a First-class Experienced Dress maker, having been trained in the leading Houses of Edinburgh and London respectively. xyxy=(8,982,186,1056)
column-divider xyxy=(740,38,741,1428)
motto: "Words are things, and a drop of ink falling upon a thought may produce that which makes thousands think." xyxy=(195,651,369,669)
hallenstein-heading: MESSRS. HALLENSTEIN BROS. xyxy=(35,649,159,660)
mail-dates-table: Via Suez. Via San Francisco. arr. dep. May .. 6 April .. 30 June .. 3 May .. 28 July .. 1 June .. 25 July .. 29 July .. 23 August .. 26 August .. 21 September .. 23 September .. 18 October .. 21 October .. 16 November .. 18 November .. 11 December .. 16 December .. 9 xyxy=(194,450,370,544)
hallenstein-footer: April 3, 1877. 746 xyxy=(8,936,186,947)
commercial-subheading: Evening Mail Office, Wednesday Afternoon. xyxy=(23,245,171,254)
table-cell: September xyxy=(195,509,226,518)
table-cell: 1 xyxy=(258,484,262,492)
port-heading: PORT OF OAMARU. xyxy=(52,61,142,72)
unemployed-heading: THE UNEMPLOYED. xyxy=(597,230,699,242)
